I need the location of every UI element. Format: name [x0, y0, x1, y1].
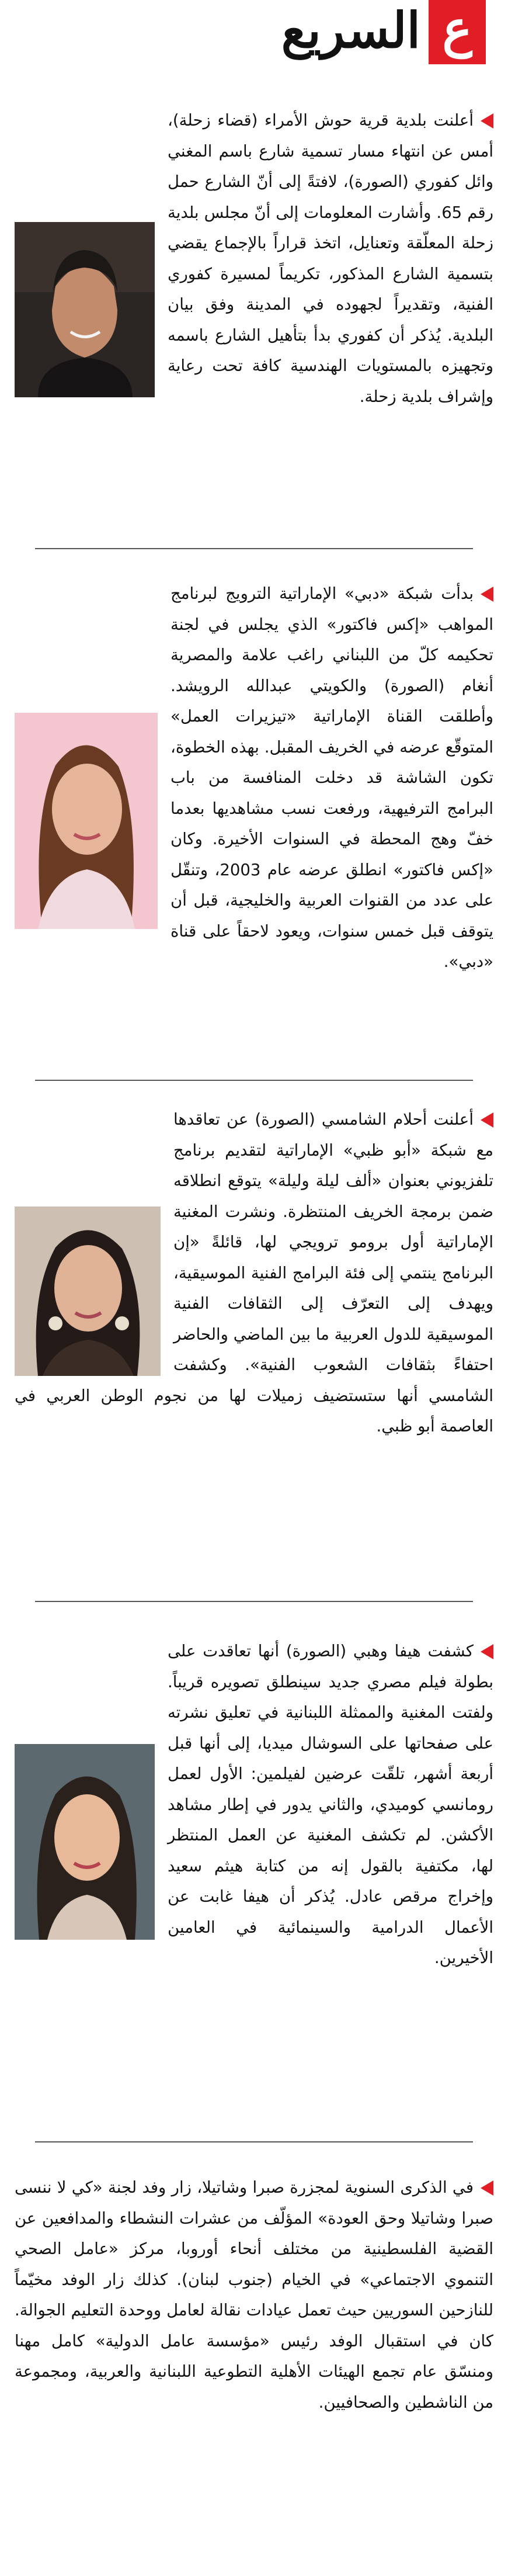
divider: [35, 2141, 473, 2142]
divider: [35, 1601, 473, 1602]
item-2-photo: [15, 713, 158, 929]
section-badge: ع: [429, 0, 486, 64]
news-item-5: [15, 2172, 493, 2418]
item-1-photo: [15, 222, 155, 397]
red-triangle-bullet: [481, 587, 493, 602]
news-item-4: [15, 1636, 493, 1974]
red-triangle-bullet: [481, 2180, 493, 2196]
item-2-text: بدأت شبكة «دبي» الإماراتية الترويج لبرنامج المواهب «إكس فاكتور» الذي يجلس في لجنة تحكيمه كلّ من اللبناني راغب علامة والمصرية أنغام (الصورة) والكويتي عبدالله الرويشد. وأطلقت القناة الإماراتية «تيزيرات العمل» المتوقّع عرضه في الخريف المقبل. بهذه الخطوة، تكون الشاشة قد دخلت المنافسة من باب البرامج الترفيهية، ورفعت نسب مشاهديها بعدما خفّ وهج المحطة في السنوات الأخيرة. وكان «إكس فاكتور» انطلق عرضه عام 2003، وتنقّل على عدد من القنوات العربية والخليجية، قبل أن يتوقف قبل خمس سنوات، ويعود لاحقاً على قناة «دبي».: [171, 584, 494, 971]
divider: [35, 1080, 473, 1081]
divider: [35, 548, 473, 549]
news-item-1: [15, 105, 493, 412]
item-4-text: كشفت هيفا وهبي (الصورة) أنها تعاقدت على بطولة فيلم مصري جديد سينطلق تصويره قريباً. ولفتت المغنية والممثلة اللبنانية في تعليق نشرته على صفحاتها على السوشال ميديا، إلى أنها قبل أربعة أشهر، تلقّت عرضين لفيلمين: الأول لعمل رومانسي كوميدي، والثاني يدور في إطار مشاهد الأكشن. لم تكشف المغنية عن العمل المنتظر لها، مكتفية بالقول إنه من كتابة هيثم سعيد وإخراج مرقص عادل. يُذكر أن هيفا غابت عن الأعمال الدرامية والسينمائية في العامين الأخيرين.: [168, 1642, 493, 1967]
red-triangle-bullet: [481, 1644, 493, 1659]
portrait-man-icon: [15, 222, 155, 397]
portrait-woman-icon: [15, 713, 158, 929]
item-4-photo: [15, 1744, 155, 1940]
news-item-3: [15, 1104, 493, 1442]
red-triangle-bullet: [481, 113, 493, 129]
portrait-woman-icon: [15, 1206, 161, 1376]
section-title: السريع: [281, 1, 420, 59]
item-5-text: في الذكرى السنوية لمجزرة صبرا وشاتيلا، زار وفد لجنة «كي لا ننسى صبرا وشاتيلا وحق العودة» المؤلّف من عشرات النشطاء والمدافعين عن القضية الفلسطينية من مختلف أنحاء أوروبا، مركز «عامل الصحي التنموي الاجتماعي» في الخيام (جنوب لبنان). كذلك زار الوفد مخيّماً للنازحين السوريين حيث تعمل عيادات نقالة لعامل ووحدة التعليم الجوالة. كان في استقبال الوفد رئيس «مؤسسة عامل الدولية» كامل مهنا ومنسّق عام تجمع الهيئات الأهلية التطوعية اللبنانية والعربية، ومجموعة من الناشطين والصحافيين.: [15, 2178, 493, 2412]
item-1-text: أعلنت بلدية قرية حوش الأمراء (قضاء زحلة)، أمس عن انتهاء مسار تسمية شارع باسم المغني وائل كفوري (الصورة)، لافتةً إلى أنّ الشارع حمل رقم 65. وأشارت المعلومات إلى أنّ مجلس بلدية زحلة المعلّقة وتعنايل، اتخذ قراراً بالإجماع يقضي بتسمية الشارع المذكور، تكريماً لمسيرة كفوري الفنية، وتقديراً لجهوده في المدينة وفق بيان البلدية. يُذكر أن كفوري بدأ بتأهيل الشارع باسمه وتجهيزه بالمستويات الهندسية كافة تحت رعاية وإشراف بلدية زحلة.: [168, 111, 493, 406]
red-triangle-bullet: [481, 1112, 493, 1128]
item-3-text: أعلنت أحلام الشامسي (الصورة) عن تعاقدها مع شبكة «أبو ظبي» الإماراتية لتقديم برنامج تلفزيوني بعنوان «ألف ليلة وليلة» يتوقع انطلاقه ضمن برمجة الخريف المنتظرة. ونشرت المغنية الإماراتية أول برومو ترويجي لها، قائلةً «إن البرنامج ينتمي إلى فئة البرامج الفنية الموسيقية، ويهدف إلى التعرّف إلى الثقافات الفنية الموسيقية للدول العربية ما بين الماضي والحاضر احتفاءً بثقافات الشعوب الفنية». وكشفت الشامسي أنها ستستضيف زميلات لها من نجوم الوطن العربي في العاصمة أبو ظبي.: [15, 1110, 493, 1436]
news-item-2: [15, 578, 493, 977]
portrait-woman-icon: [15, 1744, 155, 1940]
item-3-photo: [15, 1206, 161, 1376]
section-header: [0, 0, 508, 70]
